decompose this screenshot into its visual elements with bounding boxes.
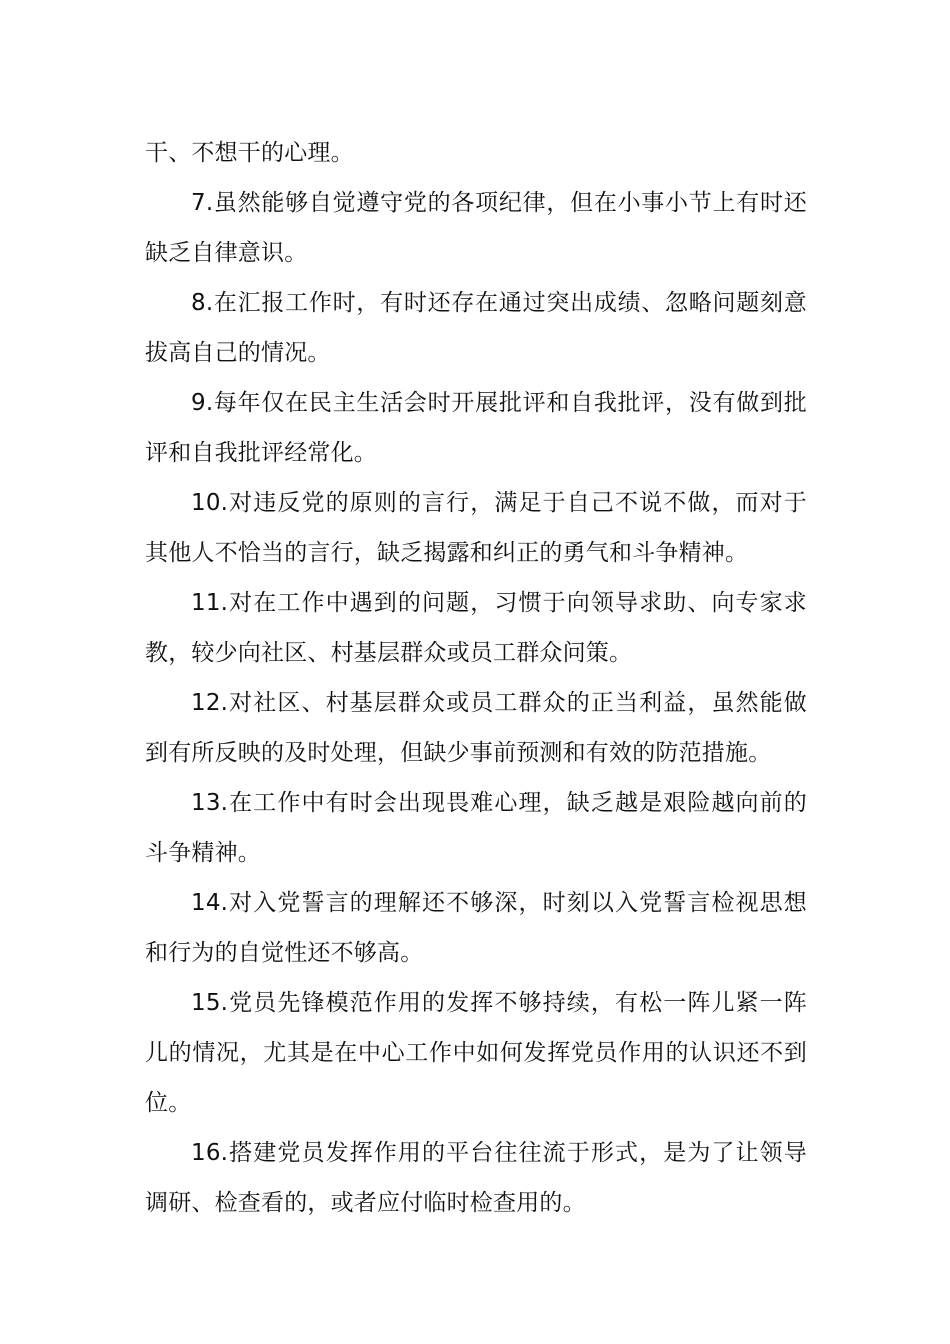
document-body bbox=[145, 128, 807, 1228]
paragraph-item-14: 14.对入党誓言的理解还不够深，时刻以入党誓言检视思想和行为的自觉性还不够高。 bbox=[145, 890, 807, 966]
paragraph-item-9: 9.每年仅在民主生活会时开展批评和自我批评，没有做到批评和自我批评经常化。 bbox=[145, 390, 807, 466]
paragraph-item-8: 8.在汇报工作时，有时还存在通过突出成绩、忽略问题刻意拔高自己的情况。 bbox=[145, 290, 807, 366]
paragraph-item-16: 16.搭建党员发挥作用的平台往往流于形式，是为了让领导调研、检查看的，或者应付临时检查用的。 bbox=[145, 1140, 807, 1216]
paragraph-item-15: 15.党员先锋模范作用的发挥不够持续，有松一阵儿紧一阵儿的情况，尤其是在中心工作中如何发挥党员作用的认识还不到位。 bbox=[145, 990, 807, 1116]
paragraph-item-11: 11.对在工作中遇到的问题，习惯于向领导求助、向专家求教，较少向社区、村基层群众或员工群众问策。 bbox=[145, 590, 807, 666]
paragraph-item-12: 12.对社区、村基层群众或员工群众的正当利益，虽然能做到有所反映的及时处理，但缺少事前预测和有效的防范措施。 bbox=[145, 690, 807, 766]
paragraph-item-13: 13.在工作中有时会出现畏难心理，缺乏越是艰险越向前的斗争精神。 bbox=[145, 790, 807, 866]
paragraph-item-7: 7.虽然能够自觉遵守党的各项纪律，但在小事小节上有时还缺乏自律意识。 bbox=[145, 190, 807, 266]
paragraph-continuation: 干、不想干的心理。 bbox=[145, 140, 354, 166]
paragraph-item-10: 10.对违反党的原则的言行，满足于自己不说不做，而对于其他人不恰当的言行，缺乏揭露和纠正的勇气和斗争精神。 bbox=[145, 490, 807, 566]
